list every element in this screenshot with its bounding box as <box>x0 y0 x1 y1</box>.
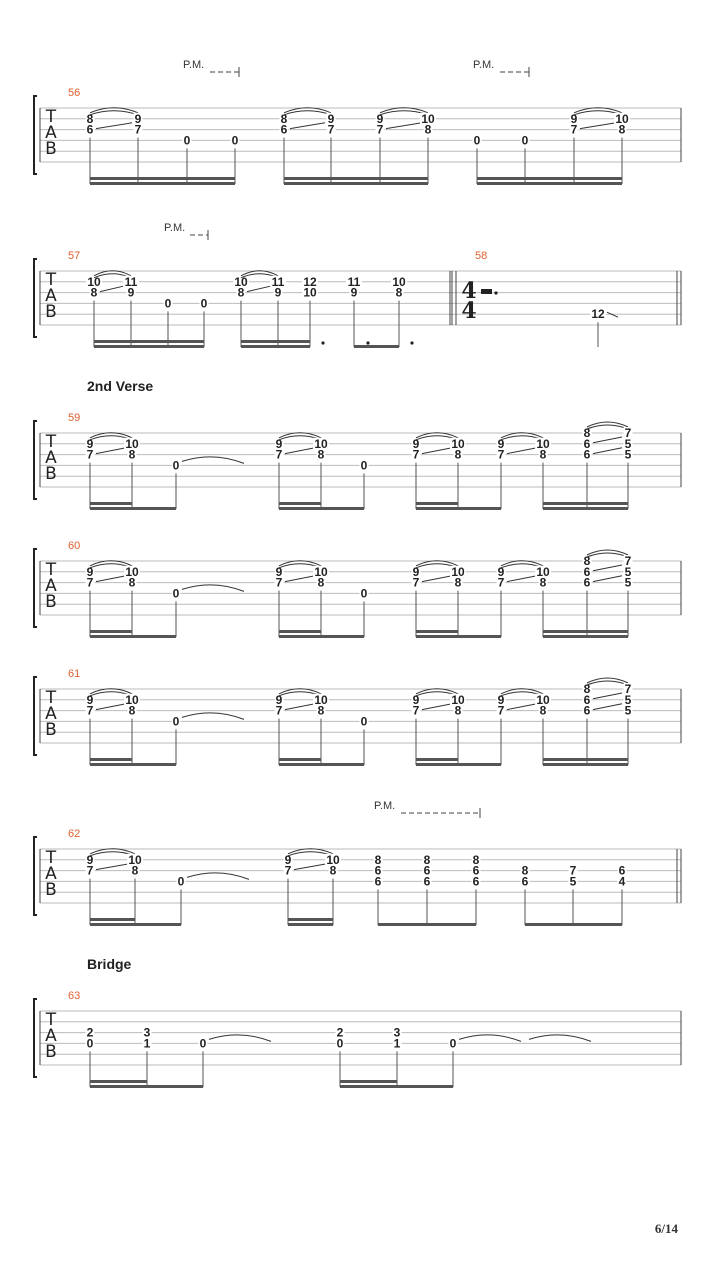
fret-number: 0 <box>86 1036 94 1051</box>
fret-number: 5 <box>624 564 632 579</box>
palm-mute-label: P.M. <box>164 222 186 234</box>
fret-number: 5 <box>624 436 632 451</box>
palm-mute-label: P.M. <box>183 59 205 71</box>
measure-number: 57 <box>68 250 81 262</box>
beam-secondary <box>416 630 458 633</box>
beam-secondary <box>288 918 333 921</box>
beam-secondary <box>543 502 628 505</box>
slide-line <box>580 123 616 129</box>
fret-number: 9 <box>497 564 505 579</box>
beam-primary <box>416 635 501 638</box>
staff-system-7 <box>34 999 681 1088</box>
tab-clef-letter: A <box>45 864 57 884</box>
fret-number: 6 <box>583 447 591 462</box>
beam-primary <box>90 763 176 766</box>
beam-secondary <box>90 758 132 761</box>
fret-number: 4 <box>618 874 626 889</box>
beam-primary <box>90 182 235 185</box>
fret-number: 11 <box>124 274 138 289</box>
tab-clef-letter: A <box>45 704 57 724</box>
slide-line <box>96 123 132 129</box>
slide-line <box>100 286 125 292</box>
tab-clef-letter: B <box>45 464 57 484</box>
fret-number: 7 <box>412 447 420 462</box>
system-bracket <box>34 421 37 499</box>
beam-primary <box>288 923 333 926</box>
fret-number: 8 <box>374 852 382 867</box>
measure-number: 58 <box>475 250 488 262</box>
fret-number: 10 <box>128 852 142 867</box>
tab-clef-letter: B <box>45 302 57 322</box>
fret-number: 9 <box>275 692 283 707</box>
fret-number: 8 <box>329 863 337 878</box>
fret-number: 10 <box>314 692 328 707</box>
rhythm-dot <box>366 341 369 344</box>
time-signature-numerator: 4 <box>461 278 477 304</box>
fret-number: 7 <box>327 122 335 137</box>
beam-primary <box>90 635 176 638</box>
fret-number: 9 <box>275 436 283 451</box>
fret-number: 8 <box>317 575 325 590</box>
fret-number: 7 <box>134 122 142 137</box>
fret-number: 12 <box>591 307 605 322</box>
fret-number: 8 <box>539 703 547 718</box>
fret-number: 8 <box>128 703 136 718</box>
fret-number: 6 <box>618 863 626 878</box>
tab-clef-letter: A <box>45 286 57 306</box>
tie-arc <box>182 457 244 464</box>
slide-line <box>422 448 452 454</box>
fret-number: 7 <box>376 122 384 137</box>
fret-number: 0 <box>521 133 529 148</box>
fret-number: 0 <box>231 133 239 148</box>
tab-clef-letter: T <box>45 432 57 452</box>
measure-number: 63 <box>68 990 81 1002</box>
tab-clef-letter: T <box>45 270 57 290</box>
fret-number: 9 <box>327 111 335 126</box>
fret-number: 11 <box>347 274 361 289</box>
fret-number: 8 <box>583 426 591 440</box>
fret-number: 10 <box>451 564 465 579</box>
fret-number: 6 <box>583 564 591 579</box>
fret-number: 9 <box>127 285 135 300</box>
slide-line <box>593 693 622 699</box>
beam-secondary <box>94 340 204 343</box>
fret-number: 3 <box>143 1025 151 1040</box>
beam-secondary <box>241 340 310 343</box>
fret-number: 0 <box>172 586 180 601</box>
rhythm-dot <box>321 341 324 344</box>
staff-system-1 <box>34 67 681 185</box>
tab-clef-letter: T <box>45 107 57 127</box>
tie-arc <box>209 1035 271 1042</box>
slide-line <box>422 576 452 582</box>
beam-secondary <box>90 177 235 180</box>
tab-clef-letter: B <box>45 880 57 900</box>
beam-secondary <box>416 758 458 761</box>
slide-line <box>422 704 452 710</box>
fret-number: 2 <box>86 1025 94 1040</box>
fret-number: 7 <box>275 575 283 590</box>
tab-clef-letter: A <box>45 1026 57 1046</box>
fret-number: 7 <box>412 575 420 590</box>
fret-number: 8 <box>454 575 462 590</box>
beam-primary <box>477 182 622 185</box>
page-number: 6/14 <box>654 1221 678 1236</box>
hammer-on-arc <box>284 111 331 115</box>
hammer-on-arc <box>587 681 628 685</box>
system-bracket <box>34 96 37 174</box>
tie-arc <box>187 873 249 880</box>
fret-number: 6 <box>280 122 288 137</box>
slide-line <box>386 123 422 129</box>
fret-number: 3 <box>393 1025 401 1040</box>
fret-number: 8 <box>317 703 325 718</box>
fret-number: 0 <box>172 714 180 729</box>
fret-number: 6 <box>583 692 591 707</box>
slide-line <box>285 576 315 582</box>
fret-number: 7 <box>624 554 632 568</box>
fret-number: 8 <box>131 863 139 878</box>
fret-number: 0 <box>172 458 180 473</box>
fret-number: 7 <box>624 682 632 696</box>
beam-secondary <box>543 758 628 761</box>
slide-line <box>507 576 537 582</box>
slide-line <box>294 864 327 870</box>
beam-primary <box>543 763 628 766</box>
slide-line <box>593 565 622 571</box>
slide-line <box>507 704 537 710</box>
fret-number: 7 <box>624 426 632 440</box>
fret-number: 9 <box>497 436 505 451</box>
fret-number: 10 <box>451 436 465 451</box>
tab-clef-letter: T <box>45 560 57 580</box>
slide-line <box>507 448 537 454</box>
tie-arc <box>182 713 244 720</box>
fret-number: 6 <box>423 863 431 878</box>
fret-number: 7 <box>275 447 283 462</box>
fret-number: 8 <box>128 447 136 462</box>
fret-number: 0 <box>473 133 481 148</box>
fret-number: 8 <box>521 863 529 878</box>
system-bracket <box>34 999 37 1077</box>
fret-number: 8 <box>424 122 432 137</box>
beam-secondary <box>284 177 428 180</box>
fret-number: 6 <box>86 122 94 137</box>
fret-number: 0 <box>360 458 368 473</box>
beam-primary <box>525 923 622 926</box>
fret-number: 10 <box>234 274 248 289</box>
tab-clef-letter: B <box>45 1042 57 1062</box>
slide-line <box>96 448 126 454</box>
fret-number: 6 <box>472 863 480 878</box>
fret-number: 9 <box>86 852 94 867</box>
slide-line <box>593 704 622 710</box>
fret-number: 9 <box>274 285 282 300</box>
palm-mute-label: P.M. <box>473 59 495 71</box>
fret-number: 6 <box>521 874 529 889</box>
system-bracket <box>34 677 37 755</box>
beam-primary <box>340 1085 453 1088</box>
fret-number: 7 <box>412 703 420 718</box>
fret-number: 8 <box>539 575 547 590</box>
fret-number: 7 <box>86 575 94 590</box>
slide-line <box>96 576 126 582</box>
fret-number: 0 <box>449 1036 457 1051</box>
fret-number: 10 <box>125 692 139 707</box>
beam-primary <box>284 182 428 185</box>
slide-line <box>593 576 622 582</box>
beam-primary <box>279 507 364 510</box>
fret-number: 10 <box>326 852 340 867</box>
fret-number: 6 <box>423 874 431 889</box>
tab-clef-letter: B <box>45 720 57 740</box>
fret-number: 1 <box>143 1036 151 1051</box>
fret-number: 7 <box>497 703 505 718</box>
beam-secondary <box>340 1080 397 1083</box>
fret-number: 10 <box>536 564 550 579</box>
measure-number: 56 <box>68 87 81 99</box>
fret-number: 7 <box>275 703 283 718</box>
beam-primary <box>354 345 399 348</box>
fret-number: 8 <box>454 447 462 462</box>
fret-number: 6 <box>583 575 591 590</box>
fret-number: 10 <box>392 274 406 289</box>
beam-primary <box>416 763 501 766</box>
fret-number: 8 <box>539 447 547 462</box>
fret-number: 8 <box>280 111 288 126</box>
tab-clef-letter: A <box>45 448 57 468</box>
beam-secondary <box>279 630 321 633</box>
palm-mute-label: P.M. <box>374 800 396 812</box>
fret-number: 10 <box>615 111 629 126</box>
fret-number: 8 <box>237 285 245 300</box>
fret-number: 2 <box>336 1025 344 1040</box>
fret-number: 5 <box>569 874 577 889</box>
fret-number: 10 <box>536 692 550 707</box>
fret-number: 9 <box>86 436 94 451</box>
fret-number: 10 <box>125 436 139 451</box>
fret-number: 9 <box>284 852 292 867</box>
slide-line <box>290 123 325 129</box>
fret-number: 9 <box>350 285 358 300</box>
slide-line <box>96 864 129 870</box>
measure-number: 60 <box>68 540 81 552</box>
beam-primary <box>90 1085 203 1088</box>
half-rest <box>481 289 492 294</box>
beam-primary <box>90 923 181 926</box>
tab-clef-letter: T <box>45 848 57 868</box>
fret-number: 8 <box>128 575 136 590</box>
tie-arc <box>459 1035 521 1042</box>
fret-number: 9 <box>275 564 283 579</box>
hammer-on-arc <box>587 425 628 429</box>
fret-number: 7 <box>86 447 94 462</box>
fret-number: 8 <box>454 703 462 718</box>
system-bracket <box>34 259 37 337</box>
tab-clef-letter: B <box>45 139 57 159</box>
fret-number: 11 <box>271 274 285 289</box>
time-signature-denominator: 4 <box>461 298 477 324</box>
fret-number: 5 <box>624 447 632 462</box>
fret-number: 8 <box>472 852 480 867</box>
measure-number: 62 <box>68 828 81 840</box>
slide-line <box>96 704 126 710</box>
fret-number: 8 <box>583 682 591 696</box>
fret-number: 9 <box>86 564 94 579</box>
beam-primary <box>94 345 204 348</box>
fret-number: 12 <box>303 274 317 289</box>
fret-number: 0 <box>199 1036 207 1051</box>
fret-number: 9 <box>412 564 420 579</box>
slide-line <box>285 448 315 454</box>
tie-arc <box>182 585 244 592</box>
fret-number: 0 <box>336 1036 344 1051</box>
fret-number: 0 <box>183 133 191 148</box>
beam-secondary <box>477 177 622 180</box>
fret-number: 1 <box>393 1036 401 1051</box>
beam-primary <box>279 763 364 766</box>
beam-secondary <box>90 1080 147 1083</box>
section-label-bridge: Bridge <box>87 956 132 972</box>
fret-number: 10 <box>421 111 435 126</box>
fret-number: 0 <box>177 874 185 889</box>
fret-number: 6 <box>583 703 591 718</box>
beam-primary <box>90 507 176 510</box>
fret-number: 10 <box>536 436 550 451</box>
fret-number: 5 <box>624 692 632 707</box>
fret-number: 8 <box>90 285 98 300</box>
tab-clef-letter: A <box>45 123 57 143</box>
fret-number: 9 <box>86 692 94 707</box>
tab-clef-letter: A <box>45 576 57 596</box>
hammer-on-arc <box>587 553 628 557</box>
section-label-2nd-verse: 2nd Verse <box>87 378 154 394</box>
beam-secondary <box>90 918 135 921</box>
beam-secondary <box>416 502 458 505</box>
fret-number: 0 <box>360 586 368 601</box>
fret-number: 5 <box>624 703 632 718</box>
fret-number: 0 <box>200 296 208 311</box>
fret-number: 7 <box>570 122 578 137</box>
fret-number: 5 <box>624 575 632 590</box>
beam-secondary <box>90 630 132 633</box>
fret-number: 10 <box>125 564 139 579</box>
fret-number: 8 <box>317 447 325 462</box>
fret-number: 7 <box>497 447 505 462</box>
fret-number: 9 <box>376 111 384 126</box>
fret-number: 6 <box>374 874 382 889</box>
fret-number: 7 <box>86 863 94 878</box>
fret-number: 7 <box>497 575 505 590</box>
fret-number: 6 <box>472 874 480 889</box>
fret-number: 10 <box>87 274 101 289</box>
system-bracket <box>34 837 37 915</box>
fret-number: 10 <box>314 564 328 579</box>
measure-number: 61 <box>68 668 81 680</box>
fret-number: 9 <box>412 692 420 707</box>
fret-number: 8 <box>86 111 94 126</box>
beam-secondary <box>279 502 321 505</box>
fret-number: 10 <box>314 436 328 451</box>
fret-number: 8 <box>395 285 403 300</box>
fret-number: 6 <box>583 436 591 451</box>
rhythm-dot <box>410 341 413 344</box>
beam-secondary <box>90 502 132 505</box>
beam-primary <box>543 635 628 638</box>
fret-number: 7 <box>284 863 292 878</box>
slide-line <box>285 704 315 710</box>
fret-number: 8 <box>618 122 626 137</box>
beam-primary <box>543 507 628 510</box>
slide-line <box>247 286 272 292</box>
fret-number: 7 <box>569 863 577 878</box>
beam-secondary <box>279 758 321 761</box>
fret-number: 10 <box>303 285 317 300</box>
fret-number: 10 <box>451 692 465 707</box>
fret-number: 0 <box>360 714 368 729</box>
hammer-on-arc <box>90 111 138 115</box>
beam-primary <box>416 507 501 510</box>
tie-arc <box>529 1035 591 1042</box>
fret-number: 0 <box>164 296 172 311</box>
slide-line <box>593 437 622 443</box>
tab-clef-letter: B <box>45 592 57 612</box>
fret-number: 9 <box>412 436 420 451</box>
system-bracket <box>34 549 37 627</box>
beam-primary <box>241 345 310 348</box>
tab-clef-letter: T <box>45 1010 57 1030</box>
tab-clef-letter: T <box>45 688 57 708</box>
fret-number: 6 <box>374 863 382 878</box>
measure-number: 59 <box>68 412 81 424</box>
fret-number: 7 <box>86 703 94 718</box>
fret-number: 8 <box>423 852 431 867</box>
beam-primary <box>378 923 476 926</box>
beam-primary <box>279 635 364 638</box>
fret-number: 9 <box>497 692 505 707</box>
fret-number: 9 <box>570 111 578 126</box>
rest-dot <box>494 291 497 294</box>
fret-number: 9 <box>134 111 142 126</box>
fret-number: 8 <box>583 554 591 568</box>
slide-line <box>593 448 622 454</box>
beam-secondary <box>543 630 628 633</box>
